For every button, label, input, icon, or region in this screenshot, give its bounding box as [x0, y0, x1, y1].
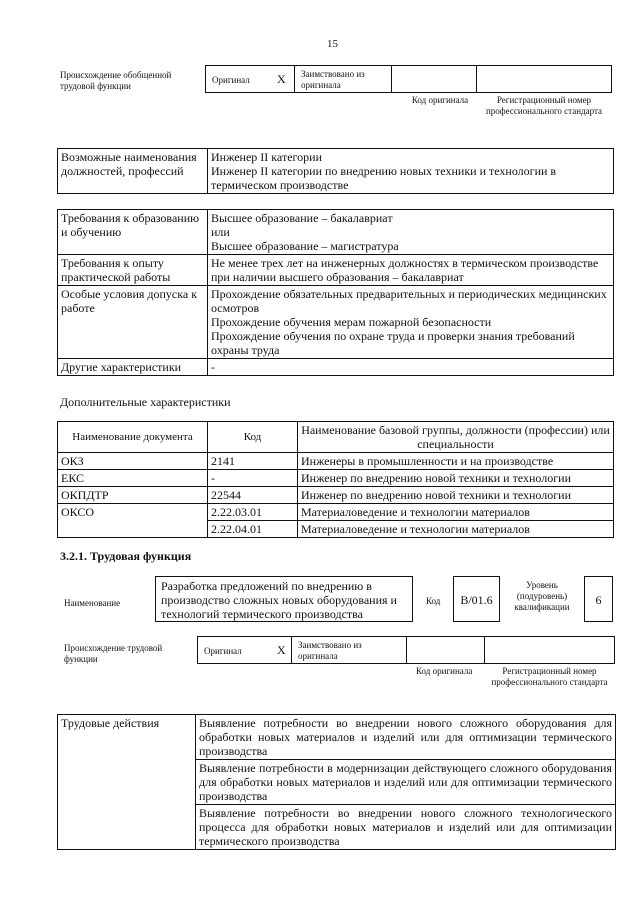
function-heading: 3.2.1. Трудовая функция — [60, 549, 192, 563]
requirements-table — [57, 209, 614, 376]
education-line: Высшее образование – магистратура — [211, 239, 399, 253]
row-code: 2141 — [208, 453, 298, 470]
function-name-box: Разработка предложений по внедрению в производство сложных новых оборудования и технологий термического производства — [155, 576, 413, 622]
function-code-box: B/01.6 — [453, 576, 500, 622]
function-name-label: Наименование — [64, 598, 121, 608]
original-label: Оригинал — [204, 646, 242, 656]
code-original-cell — [391, 65, 477, 93]
original-label: Оригинал — [212, 75, 250, 85]
row-doc: ОКСО — [58, 504, 208, 538]
additional-title: Дополнительные характеристики — [60, 395, 231, 409]
origin2-original-cell — [197, 636, 292, 664]
table-row — [58, 453, 614, 470]
origin2-code-cell — [406, 636, 485, 664]
page-number: 15 — [327, 38, 338, 50]
header-document: Наименование документа — [58, 422, 208, 453]
header-name: Наименование базовой группы, должности (профессии) или специальности — [298, 422, 614, 453]
row-code: - — [208, 470, 298, 487]
borrowed-label: Заимствовано из оригинала — [301, 69, 365, 90]
education-line: или — [211, 225, 230, 239]
row-code: 2.22.04.01 — [208, 521, 298, 538]
function-code-label: Код — [426, 596, 441, 606]
requirements-row-experience — [58, 255, 614, 286]
action-item: Выявление потребности во внедрении нового сложного оборудования для обработки новых материалов и изделий или для оптимизации термического производства — [196, 715, 616, 760]
code-original-caption: Код оригинала — [411, 95, 469, 105]
education-label: Требования к образованию и обучению — [58, 210, 208, 255]
row-name: Материаловедение и технологии материалов — [298, 504, 614, 521]
row-name: Материаловедение и технологии материалов — [298, 521, 614, 538]
action-item: Выявление потребности во внедрении нового сложного технологического процесса для обработки новых материалов и изделий или для оптимизации термического производства — [196, 805, 616, 850]
original-mark: X — [277, 72, 286, 86]
reg-number-caption: Регистрационный номер профессионального стандарта — [485, 95, 603, 116]
additional-table — [57, 421, 614, 538]
special-label: Особые условия допуска к работе — [58, 286, 208, 359]
experience-label: Требования к опыту практической работы — [58, 255, 208, 286]
row-doc: ОКЗ — [58, 453, 208, 470]
special-line: Прохождение обучения мерам пожарной безопасности — [211, 315, 492, 329]
row-code: 22544 — [208, 487, 298, 504]
row-name: Инженер по внедрению новой техники и технологии — [298, 470, 614, 487]
table-row — [58, 487, 614, 504]
position-item: Инженер II категории по внедрению новых техники и технологии в термическом производстве — [211, 164, 557, 192]
requirements-row-other — [58, 359, 614, 376]
positions-label: Возможные наименования должностей, профессий — [58, 149, 208, 194]
header-code: Код — [208, 422, 298, 453]
education-line: Высшее образование – бакалавриат — [211, 211, 393, 225]
other-label: Другие характеристики — [58, 359, 208, 376]
positions-values — [208, 149, 614, 194]
experience-line: Не менее трех лет на инженерных должностях в термическом производстве при наличии высшего образования – бакалавриат — [211, 256, 599, 284]
reg-number-cell — [476, 65, 612, 93]
actions-table — [57, 714, 616, 850]
origin2-reg-cell — [484, 636, 615, 664]
origin2-borrowed-cell — [291, 636, 407, 664]
original-mark: X — [277, 643, 286, 657]
level-label: Уровень (подуровень) квалификации — [514, 580, 570, 612]
table-row — [58, 504, 614, 521]
positions-table — [57, 148, 614, 194]
row-code: 2.22.03.01 — [208, 504, 298, 521]
action-item: Выявление потребности в модернизации действующего сложного оборудования для обработки новых материалов и изделий или для оптимизации термического производства — [196, 760, 616, 805]
borrowed-label: Заимствовано из оригинала — [298, 640, 362, 661]
requirements-row-education — [58, 210, 614, 255]
row-doc: ОКПДТР — [58, 487, 208, 504]
row-name: Инженер по внедрению новой техники и технологии — [298, 487, 614, 504]
table-row — [58, 470, 614, 487]
special-line: Прохождение обучения по охране труда и проверки знания требований охраны труда — [211, 329, 575, 357]
table-row — [58, 715, 616, 760]
origin-original-cell — [205, 65, 295, 93]
origin2-label: Происхождение трудовой функции — [64, 643, 163, 664]
additional-header-row — [58, 422, 614, 453]
special-line: Прохождение обязательных предварительных и периодических медицинских осмотров — [211, 287, 607, 315]
origin-label: Происхождение обобщенной трудовой функции — [60, 70, 172, 91]
row-name: Инженеры в промышленности и на производстве — [298, 453, 614, 470]
other-value: - — [208, 359, 614, 376]
origin2-reg-caption: Регистрационный номер профессионального стандарта — [491, 666, 608, 687]
origin2-code-caption: Код оригинала — [416, 666, 473, 676]
position-item: Инженер II категории — [211, 150, 322, 164]
row-doc: ЕКС — [58, 470, 208, 487]
level-box: 6 — [584, 576, 613, 622]
borrowed-cell — [294, 65, 392, 93]
actions-label: Трудовые действия — [58, 715, 196, 850]
requirements-row-special — [58, 286, 614, 359]
